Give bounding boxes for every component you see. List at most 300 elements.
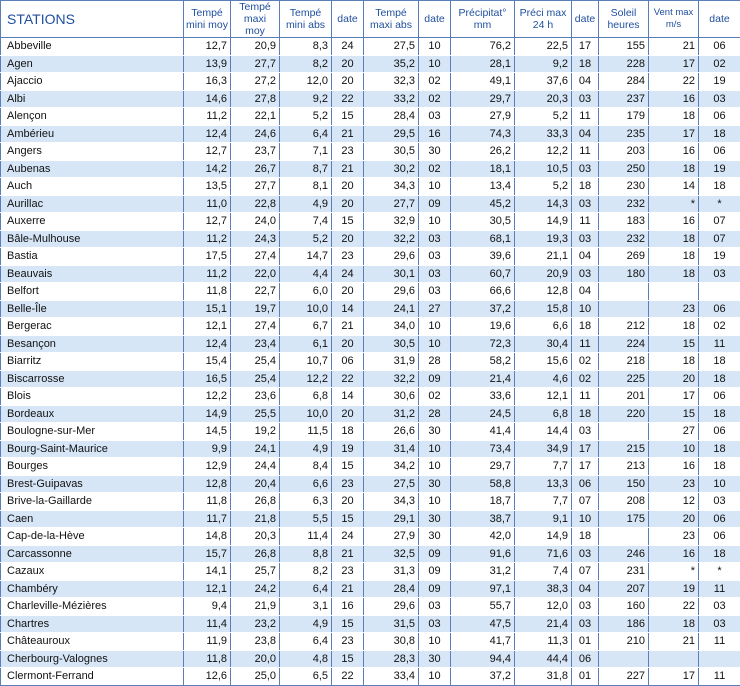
station-name-cell: Cazaux [1, 563, 184, 581]
value-cell: 9,4 [184, 598, 231, 616]
value-cell: 18 [699, 405, 740, 423]
table-row [1, 213, 740, 231]
value-cell: 03 [572, 90, 599, 108]
value-cell: 58,2 [451, 353, 515, 371]
value-cell: 03 [419, 230, 451, 248]
value-cell: 4,6 [515, 370, 572, 388]
value-cell: 13,3 [515, 475, 572, 493]
value-cell: 6,1 [280, 335, 332, 353]
value-cell: 24 [332, 528, 364, 546]
value-cell: 14,4 [515, 423, 572, 441]
value-cell: 02 [699, 318, 740, 336]
value-cell: 11,4 [184, 615, 231, 633]
value-cell: 5,2 [280, 108, 332, 126]
value-cell: 28 [419, 405, 451, 423]
value-cell: 34,0 [364, 318, 419, 336]
value-cell: 23,4 [231, 335, 280, 353]
value-cell: 30,2 [364, 160, 419, 178]
value-cell: 30 [419, 475, 451, 493]
value-cell: 29,7 [451, 90, 515, 108]
value-cell: 03 [699, 265, 740, 283]
value-cell: 18 [699, 125, 740, 143]
value-cell: 27,5 [364, 475, 419, 493]
value-cell: 17 [572, 458, 599, 476]
value-cell: 41,4 [451, 423, 515, 441]
value-cell: 11,8 [184, 493, 231, 511]
value-cell: 21,1 [515, 248, 572, 266]
station-name-cell: Aurillac [1, 195, 184, 213]
value-cell: 11,9 [184, 633, 231, 651]
value-cell: 30 [419, 650, 451, 668]
value-cell: 14,5 [184, 423, 231, 441]
value-cell: 6,6 [515, 318, 572, 336]
value-cell: 11,2 [184, 230, 231, 248]
value-cell: 38,3 [515, 580, 572, 598]
value-cell: 10 [419, 458, 451, 476]
value-cell: 23 [332, 475, 364, 493]
value-cell: 31,2 [451, 563, 515, 581]
value-cell: 18 [649, 248, 699, 266]
value-cell: 14,9 [184, 405, 231, 423]
value-cell: 21 [332, 318, 364, 336]
value-cell: 16 [649, 458, 699, 476]
value-cell: 11 [572, 335, 599, 353]
value-cell: 5,2 [515, 108, 572, 126]
value-cell: 76,2 [451, 38, 515, 56]
value-cell: 6,8 [515, 405, 572, 423]
col-header-tmin: Tempé mini moy [184, 1, 231, 38]
station-name-cell: Charleville-Mézières [1, 598, 184, 616]
value-cell: 246 [599, 545, 649, 563]
value-cell: 6,5 [280, 668, 332, 686]
value-cell: 15 [332, 615, 364, 633]
value-cell: * [649, 563, 699, 581]
value-cell: 02 [419, 160, 451, 178]
col-header-tmaxabs: Tempé maxi abs [364, 1, 419, 38]
value-cell: 03 [572, 615, 599, 633]
station-name-cell: Beauvais [1, 265, 184, 283]
value-cell: 24,1 [364, 300, 419, 318]
value-cell: 11 [699, 335, 740, 353]
value-cell: 7,7 [515, 458, 572, 476]
value-cell: 44,4 [515, 650, 572, 668]
value-cell: 12,1 [184, 318, 231, 336]
value-cell: 11 [572, 388, 599, 406]
value-cell: 9,2 [280, 90, 332, 108]
value-cell: * [699, 563, 740, 581]
value-cell: 34,3 [364, 178, 419, 196]
value-cell: 12,7 [184, 213, 231, 231]
value-cell: 21 [332, 125, 364, 143]
value-cell: 23 [649, 300, 699, 318]
value-cell: 14,8 [184, 528, 231, 546]
value-cell: 27,9 [364, 528, 419, 546]
value-cell: 22,0 [231, 265, 280, 283]
value-cell: 03 [572, 545, 599, 563]
value-cell: 6,4 [280, 580, 332, 598]
value-cell: 179 [599, 108, 649, 126]
value-cell: 31,2 [364, 405, 419, 423]
value-cell: 06 [699, 38, 740, 56]
value-cell: 24 [332, 38, 364, 56]
station-name-cell: Bastia [1, 248, 184, 266]
value-cell: 20,9 [515, 265, 572, 283]
value-cell: 09 [419, 370, 451, 388]
value-cell: 27,7 [364, 195, 419, 213]
value-cell: 21,8 [231, 510, 280, 528]
table-row [1, 598, 740, 616]
value-cell: 10 [572, 510, 599, 528]
value-cell: 155 [599, 38, 649, 56]
value-cell: 68,1 [451, 230, 515, 248]
value-cell: 9,9 [184, 440, 231, 458]
value-cell: 18 [649, 318, 699, 336]
col-header-sun: Soleil heures [599, 1, 649, 38]
value-cell: 12,1 [515, 388, 572, 406]
value-cell: 16,5 [184, 370, 231, 388]
value-cell: 17 [649, 388, 699, 406]
value-cell: 210 [599, 633, 649, 651]
table-row [1, 440, 740, 458]
value-cell: 160 [599, 598, 649, 616]
value-cell: 12,2 [515, 143, 572, 161]
value-cell: 24 [332, 265, 364, 283]
value-cell: 37,6 [515, 73, 572, 91]
value-cell: 19 [699, 73, 740, 91]
value-cell: 11 [699, 580, 740, 598]
table-row [1, 55, 740, 73]
value-cell: 4,4 [280, 265, 332, 283]
value-cell: 8,2 [280, 55, 332, 73]
value-cell: 18 [649, 615, 699, 633]
table-row [1, 38, 740, 56]
station-name-cell: Auch [1, 178, 184, 196]
value-cell: 235 [599, 125, 649, 143]
station-name-cell: Abbeville [1, 38, 184, 56]
value-cell: 03 [572, 160, 599, 178]
value-cell: 21,4 [451, 370, 515, 388]
station-name-cell: Bordeaux [1, 405, 184, 423]
value-cell: 30,4 [515, 335, 572, 353]
value-cell: 25,7 [231, 563, 280, 581]
value-cell: 16 [649, 545, 699, 563]
value-cell: 17 [649, 125, 699, 143]
value-cell: 15,6 [515, 353, 572, 371]
value-cell: 32,5 [364, 545, 419, 563]
value-cell: 207 [599, 580, 649, 598]
value-cell: 02 [419, 73, 451, 91]
station-name-cell: Agen [1, 55, 184, 73]
value-cell: 18 [572, 405, 599, 423]
value-cell: 21 [649, 38, 699, 56]
value-cell: 09 [419, 563, 451, 581]
value-cell: 5,2 [515, 178, 572, 196]
value-cell: 22 [649, 598, 699, 616]
value-cell: 34,2 [364, 458, 419, 476]
value-cell: 14 [332, 388, 364, 406]
value-cell: 03 [419, 615, 451, 633]
value-cell: 22 [332, 370, 364, 388]
table-row [1, 388, 740, 406]
value-cell: 30 [419, 510, 451, 528]
value-cell: 5,2 [280, 230, 332, 248]
value-cell: 27,4 [231, 318, 280, 336]
col-header-date3: date [572, 1, 599, 38]
station-name-cell: Besançon [1, 335, 184, 353]
value-cell: 4,9 [280, 615, 332, 633]
table-row [1, 283, 740, 301]
value-cell: 11,5 [280, 423, 332, 441]
value-cell: 6,3 [280, 493, 332, 511]
value-cell: 30 [419, 143, 451, 161]
value-cell: 225 [599, 370, 649, 388]
value-cell: 23,2 [231, 615, 280, 633]
value-cell: 55,7 [451, 598, 515, 616]
value-cell: 17,5 [184, 248, 231, 266]
value-cell: 15,1 [184, 300, 231, 318]
value-cell: 06 [699, 143, 740, 161]
value-cell: 14 [332, 300, 364, 318]
header-row [1, 1, 740, 38]
value-cell: 02 [699, 55, 740, 73]
value-cell: 06 [332, 353, 364, 371]
value-cell: 06 [699, 388, 740, 406]
value-cell: 27,5 [364, 38, 419, 56]
value-cell: 34,3 [364, 493, 419, 511]
value-cell: 21 [332, 580, 364, 598]
table-row [1, 230, 740, 248]
value-cell: 06 [699, 528, 740, 546]
value-cell: 231 [599, 563, 649, 581]
station-name-cell: Bâle-Mulhouse [1, 230, 184, 248]
table-row [1, 143, 740, 161]
value-cell: 14,6 [184, 90, 231, 108]
value-cell: 31,5 [364, 615, 419, 633]
value-cell: 8,7 [280, 160, 332, 178]
value-cell: 11 [699, 668, 740, 686]
col-header-stations: STATIONS [1, 1, 184, 38]
value-cell: 30 [419, 528, 451, 546]
value-cell: 94,4 [451, 650, 515, 668]
value-cell: 20 [332, 73, 364, 91]
value-cell: 203 [599, 143, 649, 161]
value-cell: 212 [599, 318, 649, 336]
value-cell: 24,2 [231, 580, 280, 598]
value-cell: 10 [419, 335, 451, 353]
value-cell: 34,9 [515, 440, 572, 458]
value-cell: 6,4 [280, 633, 332, 651]
value-cell: 10 [419, 318, 451, 336]
value-cell: 27,8 [231, 90, 280, 108]
value-cell: 30,1 [364, 265, 419, 283]
value-cell: 16 [419, 125, 451, 143]
table-row [1, 160, 740, 178]
value-cell: 7,7 [515, 493, 572, 511]
station-name-cell: Boulogne-sur-Mer [1, 423, 184, 441]
station-name-cell: Belfort [1, 283, 184, 301]
value-cell: 10 [419, 178, 451, 196]
value-cell: 15 [332, 650, 364, 668]
value-cell: 12,0 [515, 598, 572, 616]
value-cell: 186 [599, 615, 649, 633]
table-row [1, 90, 740, 108]
value-cell: 06 [699, 423, 740, 441]
value-cell: 04 [572, 73, 599, 91]
value-cell: 74,3 [451, 125, 515, 143]
value-cell: 21,9 [231, 598, 280, 616]
value-cell: 24,1 [231, 440, 280, 458]
value-cell: 02 [419, 90, 451, 108]
value-cell: 18 [699, 458, 740, 476]
table-row [1, 178, 740, 196]
value-cell: 11,2 [184, 265, 231, 283]
value-cell: 5,5 [280, 510, 332, 528]
value-cell: 03 [419, 598, 451, 616]
value-cell: 150 [599, 475, 649, 493]
value-cell: 47,5 [451, 615, 515, 633]
value-cell: 31,9 [364, 353, 419, 371]
value-cell: 29,6 [364, 283, 419, 301]
value-cell: 20 [332, 335, 364, 353]
value-cell: 06 [572, 650, 599, 668]
station-name-cell: Chambéry [1, 580, 184, 598]
table-row [1, 318, 740, 336]
value-cell: 230 [599, 178, 649, 196]
value-cell: 25,5 [231, 405, 280, 423]
value-cell: 12,7 [184, 143, 231, 161]
value-cell: 03 [572, 230, 599, 248]
value-cell: 9,2 [515, 55, 572, 73]
value-cell: 24,5 [451, 405, 515, 423]
value-cell: 03 [419, 265, 451, 283]
value-cell: 12,9 [184, 458, 231, 476]
value-cell: 9,1 [515, 510, 572, 528]
value-cell: 20 [332, 195, 364, 213]
station-name-cell: Bergerac [1, 318, 184, 336]
value-cell: 10 [419, 440, 451, 458]
value-cell: 14,9 [515, 213, 572, 231]
value-cell: 23 [649, 528, 699, 546]
value-cell: 49,1 [451, 73, 515, 91]
table-row [1, 545, 740, 563]
col-header-tmax: Tempé maxi moy [231, 1, 280, 38]
value-cell: 19,2 [231, 423, 280, 441]
value-cell: 39,6 [451, 248, 515, 266]
value-cell: 11,7 [184, 510, 231, 528]
value-cell: 18 [572, 178, 599, 196]
table-row [1, 528, 740, 546]
value-cell: 180 [599, 265, 649, 283]
value-cell: 03 [419, 108, 451, 126]
value-cell: 21 [332, 160, 364, 178]
value-cell: 04 [572, 248, 599, 266]
value-cell: 25,4 [231, 353, 280, 371]
value-cell: 18,1 [451, 160, 515, 178]
value-cell: 32,2 [364, 370, 419, 388]
value-cell: 12,6 [184, 668, 231, 686]
table-row [1, 458, 740, 476]
value-cell: 11,8 [184, 650, 231, 668]
value-cell: 45,2 [451, 195, 515, 213]
value-cell: 18 [572, 55, 599, 73]
value-cell: 07 [572, 493, 599, 511]
value-cell: 21 [332, 545, 364, 563]
value-cell: 29,6 [364, 248, 419, 266]
value-cell: 18 [699, 440, 740, 458]
value-cell: 07 [699, 213, 740, 231]
value-cell: 11 [572, 108, 599, 126]
value-cell: 27,2 [231, 73, 280, 91]
value-cell: 03 [699, 598, 740, 616]
col-header-date4: date [699, 1, 740, 38]
value-cell: 208 [599, 493, 649, 511]
value-cell: 26,8 [231, 493, 280, 511]
value-cell: 11,3 [515, 633, 572, 651]
value-cell: 11,0 [184, 195, 231, 213]
table-row [1, 125, 740, 143]
value-cell: 213 [599, 458, 649, 476]
value-cell: 4,9 [280, 440, 332, 458]
value-cell: 15 [649, 405, 699, 423]
value-cell: 23 [649, 475, 699, 493]
value-cell: 7,4 [280, 213, 332, 231]
station-name-cell: Angers [1, 143, 184, 161]
value-cell: 15 [649, 335, 699, 353]
value-cell: 30,5 [364, 143, 419, 161]
value-cell: 03 [572, 598, 599, 616]
value-cell: 06 [699, 108, 740, 126]
value-cell [599, 423, 649, 441]
value-cell: 12,1 [184, 580, 231, 598]
station-name-cell: Carcassonne [1, 545, 184, 563]
value-cell: 19 [699, 160, 740, 178]
value-cell: 18,7 [451, 493, 515, 511]
value-cell: 30,6 [364, 388, 419, 406]
value-cell: 33,3 [515, 125, 572, 143]
value-cell: 12,0 [280, 73, 332, 91]
value-cell: 06 [572, 475, 599, 493]
station-name-cell: Ambérieu [1, 125, 184, 143]
value-cell: 13,4 [451, 178, 515, 196]
table-row [1, 475, 740, 493]
value-cell: 14,9 [515, 528, 572, 546]
value-cell: 09 [419, 580, 451, 598]
value-cell [699, 283, 740, 301]
value-cell: 16,3 [184, 73, 231, 91]
value-cell: 220 [599, 405, 649, 423]
table-row [1, 265, 740, 283]
value-cell: 03 [699, 90, 740, 108]
value-cell: 71,6 [515, 545, 572, 563]
value-cell: 03 [572, 265, 599, 283]
value-cell: 24,4 [231, 458, 280, 476]
value-cell: 18 [699, 370, 740, 388]
value-cell: 27,4 [231, 248, 280, 266]
value-cell: 18 [649, 160, 699, 178]
value-cell: 27,7 [231, 55, 280, 73]
value-cell: 27 [649, 423, 699, 441]
value-cell: 07 [572, 563, 599, 581]
value-cell: 18 [649, 108, 699, 126]
value-cell: 22 [649, 73, 699, 91]
value-cell: 20 [649, 370, 699, 388]
value-cell: 19 [332, 440, 364, 458]
value-cell: 20,9 [231, 38, 280, 56]
value-cell: 12 [649, 493, 699, 511]
value-cell: 13,9 [184, 55, 231, 73]
value-cell: 29,7 [451, 458, 515, 476]
station-name-cell: Bourg-Saint-Maurice [1, 440, 184, 458]
